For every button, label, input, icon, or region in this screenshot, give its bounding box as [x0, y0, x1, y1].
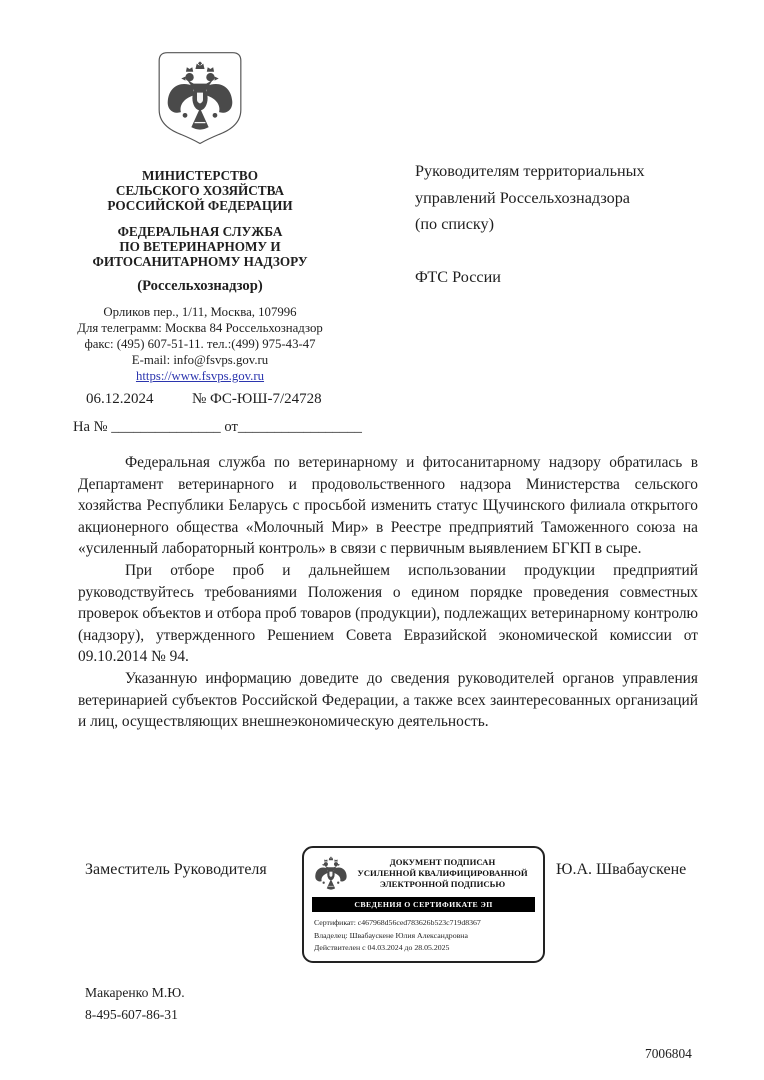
signature-row	[0, 846, 764, 966]
stamp-certificate-banner: СВЕДЕНИЯ О СЕРТИФИКАТЕ ЭП	[312, 897, 535, 912]
letter-body	[78, 452, 698, 733]
body-paragraph: Указанную информацию доведите до сведения руководителей органов управления ветеринарией субъектов Российской Федерации, а также всех заинтересованных организаций и лиц, осуществляющих внешнеэкономическую деятельность.	[78, 669, 698, 731]
executor-phone: 8-495-607-86-31	[85, 1007, 178, 1022]
stamp-certificate-number: Сертификат: c467968d56ced783626b523c719d8367	[314, 918, 481, 927]
agency-short-name: (Россельхознадзор)	[137, 278, 263, 294]
telegram-address: Для телеграмм: Москва 84 Россельхознадзор	[77, 321, 323, 335]
email-line: E-mail: info@fsvps.gov.ru	[131, 353, 269, 367]
phone-fax-line: факс: (495) 607-51-11. тел.:(499) 975-43-47	[84, 337, 316, 351]
stamp-title-line: ЭЛЕКТРОННОЙ ПОДПИСЬЮ	[379, 878, 506, 889]
stamp-certificate-owner: Владелец: Швабаускене Юлия Александровна	[314, 930, 468, 940]
document-registration-id: 7006804	[645, 1046, 692, 1061]
executor-name: Макаренко М.Ю.	[85, 985, 185, 1000]
coat-of-arms-emblem	[156, 50, 244, 148]
ministry-name-line: РОССИЙСКОЙ ФЕДЕРАЦИИ	[107, 198, 293, 213]
letterhead	[56, 50, 362, 436]
postal-address: Орликов пер., 1/11, Москва, 107996	[103, 305, 297, 319]
ministry-name-line: МИНИСТЕРСТВО	[142, 168, 258, 183]
document-number: № ФС-ЮШ-7/24728	[192, 391, 322, 407]
service-name-line: ФЕДЕРАЛЬНАЯ СЛУЖБА	[117, 224, 283, 239]
recipient-line: (по списку)	[415, 215, 495, 233]
stamp-eagle-icon	[311, 852, 349, 894]
recipient-line: управлений Россельхознадзора	[415, 188, 630, 207]
date-number-row	[56, 391, 344, 410]
recipient-line: Руководителям территориальных	[415, 162, 645, 180]
digital-signature-stamp	[302, 846, 545, 963]
document-date: 06.12.2024	[86, 391, 154, 407]
website-link[interactable]: https://www.fsvps.gov.ru	[135, 369, 265, 383]
ministry-name-line: СЕЛЬСКОГО ХОЗЯЙСТВА	[115, 183, 285, 198]
signer-position: Заместитель Руководителя	[85, 861, 267, 878]
recipient-line: ФТС России	[415, 267, 501, 286]
reference-line: На № _______________ от_________________	[73, 419, 362, 435]
signer-name: Ю.А. Швабаускене	[556, 861, 687, 878]
service-name-line: ПО ВЕТЕРИНАРНОМУ И	[119, 239, 281, 254]
executor-block	[85, 982, 185, 1026]
body-paragraph: Федеральная служба по ветеринарному и фитосанитарному надзору обратилась в Департамент ветеринарного и продовольственного надзора Министерства сельского хозяйства Республики Беларусь с просьбой изменить статус Щучинского филиала открытого акционерного общества «Молочный Мир» в Реестре предприятий Таможенного союза на «усиленный лабораторный контроль» в связи с первичным выявлением БГКП в сыре.	[78, 454, 698, 558]
recipient-block	[415, 158, 725, 290]
stamp-title-line: УСИЛЕННОЙ КВАЛИФИЦИРОВАННОЙ	[357, 867, 528, 878]
service-name-line: ФИТОСАНИТАРНОМУ НАДЗОРУ	[92, 254, 308, 269]
stamp-certificate-validity: Действителен с 04.03.2024 до 28.05.2025	[314, 943, 450, 952]
stamp-title-line: ДОКУМЕНТ ПОДПИСАН	[389, 856, 496, 867]
body-paragraph: При отборе проб и дальнейшем использовании продукции предприятий руководствуйтесь требованиями Положения о едином порядке проведения совместных проверок объектов и отбора проб товаров (продукции), подлежащих ветеринарному контролю (надзору), утвержденного Решением Совета Евразийской экономической комиссии от 09.10.2014 № 94.	[78, 561, 698, 666]
